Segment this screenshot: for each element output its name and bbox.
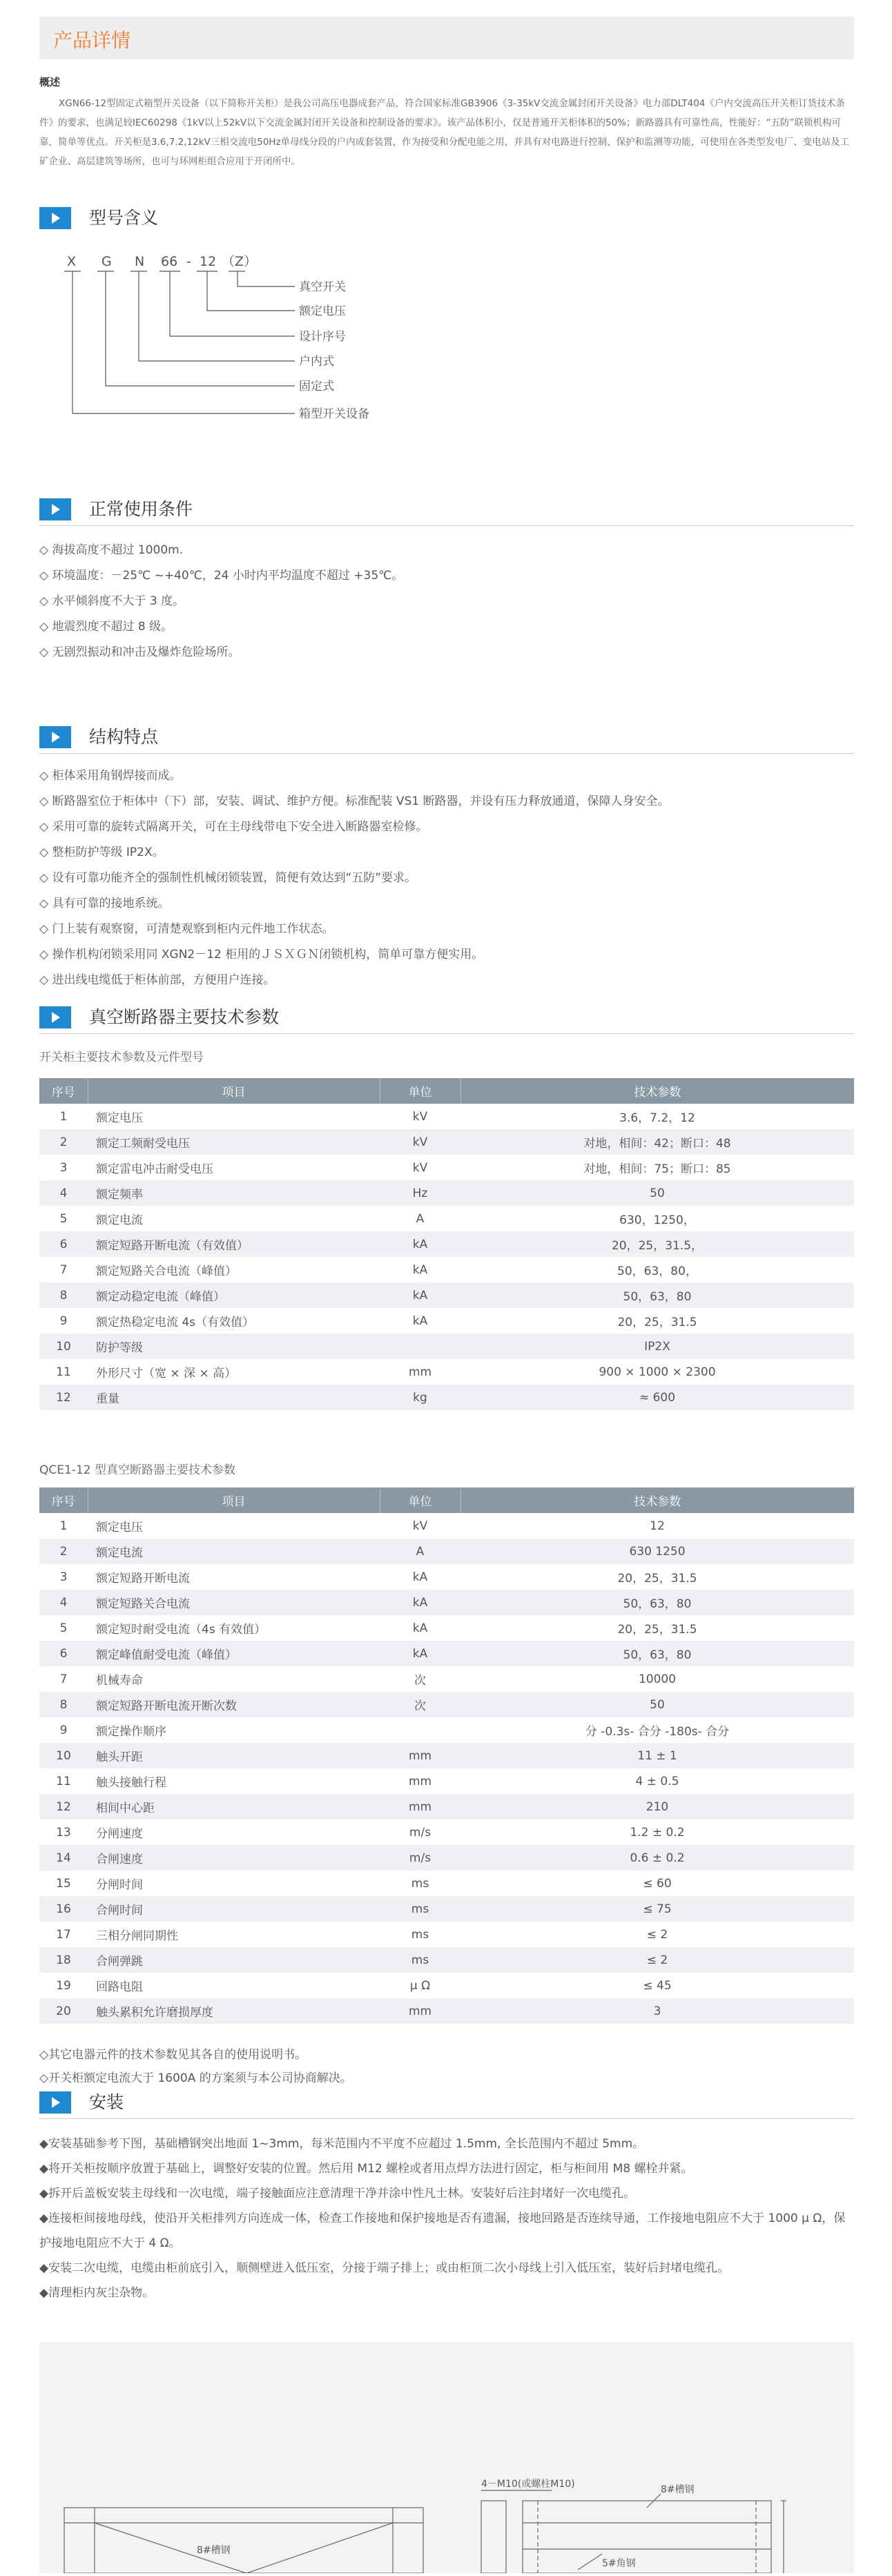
- row-index-cell: 2: [39, 1539, 88, 1564]
- list-item: ◇ 水平倾斜度不大于 3 度。: [39, 594, 185, 608]
- value-cell: 50，63，80: [460, 1282, 854, 1308]
- table-row: [39, 1692, 854, 1717]
- item-cell: 重量: [88, 1385, 380, 1410]
- item-cell: 额定电压: [96, 1521, 143, 1534]
- drawing-label-channel-8: 8#槽钢: [661, 2484, 695, 2495]
- item-cell: 额定雷电冲击耐受电压: [96, 1162, 213, 1176]
- unit-cell: 次: [380, 1692, 460, 1717]
- list-item: ◆安装二次电缆，电缆由柜前底引入，顺侧壁进入低压室，分接于端子排上；或由柜顶二次小母线上引入低压室，装好后封堵电缆孔。: [39, 2261, 730, 2275]
- model-label-design: 设计序号: [299, 330, 346, 344]
- item-cell: 额定频率: [88, 1180, 380, 1206]
- value-cell: 900 × 1000 × 2300: [599, 1365, 716, 1379]
- value-cell: 3: [460, 1998, 854, 2024]
- value-cell: 分 -0.3s- 合分 -180s- 合分: [585, 1725, 730, 1739]
- row-index-cell: 12: [39, 1794, 88, 1819]
- list-item: ◇ 柜体采用角钢焊接而成。: [39, 769, 182, 783]
- section-divider: [39, 525, 854, 526]
- unit-cell: kV: [380, 1129, 460, 1155]
- row-index-cell: 9: [59, 1723, 68, 1737]
- section-title: 结构特点: [89, 727, 159, 747]
- item-cell: 额定短路开断电流: [96, 1572, 190, 1585]
- conditions-list: [39, 538, 854, 665]
- value-cell: 50，63，80: [460, 1590, 854, 1615]
- table-row: [39, 1180, 854, 1206]
- row-index-cell: 3: [59, 1160, 68, 1175]
- column-header: 项目: [88, 1078, 380, 1104]
- value-cell: 50: [460, 1180, 854, 1206]
- unit-cell: [380, 1717, 460, 1743]
- unit-cell: kA: [380, 1641, 460, 1666]
- section-structure-header: [39, 726, 854, 748]
- row-index-cell: 8: [39, 1692, 88, 1717]
- row-index-cell: 1: [59, 1519, 68, 1533]
- section-marker-icon: [39, 726, 71, 748]
- section-title: 正常使用条件: [89, 499, 193, 519]
- item-cell: 机械寿命: [96, 1674, 143, 1688]
- unit-cell: ms: [380, 1896, 460, 1922]
- section-marker-icon: [39, 207, 71, 229]
- section-divider: [39, 1033, 854, 1034]
- table-row: [39, 1896, 854, 1922]
- item-cell: 额定电压: [96, 1111, 143, 1125]
- column-header: 单位: [380, 1487, 460, 1513]
- list-item: ◇ 具有可靠的接地系统。: [39, 897, 170, 910]
- column-header: 技术参数: [460, 1487, 854, 1513]
- section-divider: [39, 753, 854, 754]
- code-char-12: 12: [200, 254, 217, 269]
- unit-cell: mm: [380, 1743, 460, 1768]
- unit-cell: ms: [411, 1876, 429, 1891]
- item-cell: 额定操作顺序: [96, 1725, 166, 1739]
- table-row: [39, 1641, 854, 1666]
- row-index-cell: 18: [39, 1947, 88, 1973]
- item-cell: 分闸时间: [96, 1878, 143, 1892]
- row-index-cell: 11: [56, 1774, 71, 1788]
- section-install-header: [39, 2091, 854, 2114]
- row-index-cell: 9: [59, 1314, 68, 1328]
- item-cell: 额定短路开断电流（有效值）: [88, 1231, 380, 1257]
- value-cell: 3.6，7.2，12: [619, 1111, 695, 1125]
- value-cell: 20，25，31.5: [617, 1572, 697, 1585]
- list-item: ◇ 无剧烈振动和冲击及爆炸危险场所。: [39, 645, 240, 659]
- item-cell: 额定热稳定电流 4s（有效值）: [96, 1316, 255, 1329]
- unit-cell: kV: [412, 1109, 428, 1124]
- row-index-cell: 1: [59, 1109, 68, 1124]
- list-item: ◇其它电器元件的技术参数见其各自的使用说明书。: [39, 2048, 307, 2062]
- unit-cell: mm: [408, 1365, 432, 1379]
- list-item: ◇ 进出线电缆低于柜体前部，方便用户连接。: [39, 973, 275, 987]
- list-item: ◇ 断路器室位于柜体中（下）部，安装、调试、维护方便。标准配装 VS1 断路器，并设有压力释放通道，保障人身安全。: [39, 794, 670, 808]
- unit-cell: ms: [411, 1927, 429, 1942]
- list-item: ◇ 门上装有观察窗，可清楚观察到柜内元件地工作状态。: [39, 922, 334, 936]
- value-cell: 210: [460, 1794, 854, 1819]
- row-index-cell: 13: [56, 1825, 71, 1840]
- code-char-n: N: [135, 254, 145, 269]
- column-header: 序号: [39, 1078, 88, 1104]
- unit-cell: μ Ω: [409, 1978, 431, 1993]
- table-row: [39, 1922, 854, 1947]
- row-index-cell: 12: [39, 1385, 88, 1410]
- item-cell: 相间中心距: [88, 1794, 380, 1819]
- value-cell: 1.2 ± 0.2: [630, 1825, 685, 1840]
- drawing-label-channel-8-left: 8#槽钢: [197, 2545, 231, 2556]
- overview-heading: 概述: [39, 76, 61, 88]
- value-cell: 10000: [638, 1672, 677, 1686]
- unit-cell: ms: [380, 1947, 460, 1973]
- row-index-cell: 6: [39, 1641, 88, 1666]
- model-label-box: 箱型开关设备: [299, 407, 369, 421]
- title-bar: [39, 17, 854, 59]
- breaker-params-table: [39, 1487, 854, 2024]
- notes-list: [39, 2043, 854, 2090]
- section-title: 型号含义: [89, 208, 159, 228]
- table-row: [39, 1590, 854, 1615]
- model-label-indoor: 户内式: [299, 355, 334, 369]
- unit-cell: kA: [380, 1282, 460, 1308]
- row-index-cell: 11: [56, 1365, 71, 1379]
- table-row: [39, 1231, 854, 1257]
- item-cell: 触头开距: [88, 1743, 380, 1768]
- value-cell: 630 1250: [460, 1539, 854, 1564]
- value-cell: 630，1250，: [619, 1213, 695, 1227]
- page-title: 产品详情: [53, 29, 131, 52]
- table-row: [39, 1615, 854, 1641]
- row-index-cell: 8: [39, 1282, 88, 1308]
- table-row: [39, 1539, 854, 1564]
- model-label-voltage: 额定电压: [299, 304, 346, 318]
- cabinet-params-table: [39, 1078, 854, 1410]
- list-item: ◇ 采用可靠的旋转式隔离开关，可在主母线带电下安全进入断路器室检修。: [39, 820, 428, 834]
- table-row: [39, 1564, 854, 1590]
- list-item: ◆安装基础参考下图，基础槽钢突出地面 1~3mm，每米范围内不平度不应超过 1.5mm, 全长范围内不超过 5mm。: [39, 2137, 645, 2151]
- column-header: 单位: [380, 1078, 460, 1104]
- list-item: ◇ 地震烈度不超过 8 级。: [39, 620, 173, 634]
- table-row: [39, 1282, 854, 1308]
- item-cell: 额定短路开断电流开断次数: [88, 1692, 380, 1717]
- unit-cell: kV: [412, 1160, 428, 1175]
- table-row: [39, 1819, 854, 1845]
- item-cell: 额定动稳定电流（峰值）: [88, 1282, 380, 1308]
- table-row: [39, 1359, 854, 1385]
- table1-caption: 开关柜主要技术参数及元件型号: [39, 1051, 204, 1064]
- item-cell: 回路电阻: [96, 1980, 143, 1994]
- drawing-label-bolt: 4－M10(或螺柱M10): [481, 2479, 575, 2490]
- item-cell: 额定电流: [96, 1213, 143, 1227]
- foundation-drawing-svg: [39, 2342, 854, 2573]
- row-index-cell: 10: [39, 1334, 88, 1359]
- unit-cell: kA: [380, 1590, 460, 1615]
- value-cell: 对地，相间：75；断口：85: [583, 1162, 731, 1176]
- code-char-x: X: [67, 254, 77, 269]
- list-item: ◆清理柜内灰尘杂物。: [39, 2286, 155, 2300]
- row-index-cell: 7: [59, 1672, 68, 1686]
- unit-cell: A: [416, 1211, 425, 1226]
- value-cell: 20，25，31.5，: [460, 1231, 854, 1257]
- item-cell: 额定短路关合电流（峰值）: [96, 1265, 237, 1278]
- value-cell: 对地，相间：42；断口：48: [460, 1129, 854, 1155]
- value-cell: 50，63，80: [460, 1641, 854, 1666]
- table-row: [39, 1794, 854, 1819]
- list-item: ◇ 操作机构闭锁采用同 XGN2－12 柜用的ＪＳＸＧＮ闭锁机构，简单可靠方便实用。: [39, 948, 484, 962]
- row-index-cell: 6: [39, 1231, 88, 1257]
- table-row: [39, 1947, 854, 1973]
- item-cell: 额定短时耐受电流（4s 有效值）: [96, 1623, 266, 1637]
- value-cell: ≤ 60: [643, 1876, 672, 1891]
- install-list: [39, 2131, 854, 2305]
- item-cell: 额定电流: [88, 1539, 380, 1564]
- unit-cell: kg: [380, 1385, 460, 1410]
- code-char-66: 66: [161, 254, 178, 269]
- row-index-cell: 17: [56, 1927, 71, 1942]
- unit-cell: kA: [412, 1262, 428, 1277]
- section-model-header: [39, 207, 854, 229]
- section-marker-icon: [39, 2091, 71, 2114]
- list-item: ◇ 整柜防护等级 IP2X。: [39, 846, 164, 859]
- value-cell: 0.6 ± 0.2: [460, 1845, 854, 1871]
- drawing-label-angle-5: 5#角钢: [602, 2558, 636, 2569]
- table-row: [39, 1129, 854, 1155]
- table2-caption: QCE1-12 型真空断路器主要技术参数: [39, 1463, 235, 1477]
- section-divider: [39, 2118, 854, 2119]
- unit-cell: mm: [380, 1794, 460, 1819]
- table-row: [39, 1768, 854, 1794]
- table-row: [39, 1666, 854, 1692]
- item-cell: 防护等级: [88, 1334, 380, 1359]
- item-cell: 合闸速度: [88, 1845, 380, 1871]
- table-row: [39, 1206, 854, 1231]
- table-row: [39, 1973, 854, 1998]
- list-item: ◇开关柜额定电流大于 1600A 的方案须与本公司协商解决。: [39, 2071, 352, 2085]
- section-marker-icon: [39, 1006, 71, 1028]
- column-header: 技术参数: [460, 1078, 854, 1104]
- table-row: [39, 1717, 854, 1743]
- column-header: 序号: [39, 1487, 88, 1513]
- table-row: [39, 1257, 854, 1282]
- row-index-cell: 15: [56, 1876, 71, 1891]
- unit-cell: kA: [380, 1231, 460, 1257]
- unit-cell: mm: [408, 1774, 432, 1788]
- foundation-drawing: [39, 2342, 854, 2573]
- table-row: [39, 1155, 854, 1180]
- row-index-cell: 10: [39, 1743, 88, 1768]
- value-cell: 20，25，31.5: [617, 1623, 697, 1637]
- model-meaning-diagram: [39, 245, 523, 445]
- row-index-cell: 4: [39, 1590, 88, 1615]
- item-cell: 合闸时间: [88, 1896, 380, 1922]
- row-index-cell: 2: [39, 1129, 88, 1155]
- row-index-cell: 7: [59, 1262, 68, 1277]
- overview-text: XGN66-12型固定式箱型开关设备（以下简称开关柜）是我公司高压电器成套产品，符合国家标准GB3906《3-35kV交流金属封闭开关设备》电力部DLT404《户内交流高压开关柜订货技术条件》的要求，也满足较IEC60298《1kV以上52kV以下交流金属封闭开关设备和控制设备的要求》。该产品体积小，仅是普通开关柜体积的50%；新路器具有可靠性高，性能好：“五防”联锁机构可靠，简单等优点。开关柜是3.6,7.2,12kV三相交流电50Hz单母线分段的户内成套装置，作为接受和分配电能之用，并具有对电路进行控制、保护和监测等功能，可使用在各类型发电厂、变电站及工矿企业、高层建筑等场所，也可与环网柜组合应用于开闭所中。: [39, 98, 850, 167]
- code-char-dash: -: [186, 254, 191, 269]
- unit-cell: kA: [412, 1570, 428, 1584]
- item-cell: 额定峰值耐受电流（峰值）: [88, 1641, 380, 1666]
- item-cell: 额定短路关合电流: [88, 1590, 380, 1615]
- unit-cell: mm: [380, 1998, 460, 2024]
- value-cell: 4 ± 0.5: [635, 1774, 679, 1788]
- section-marker-icon: [39, 498, 71, 520]
- table-row: [39, 1104, 854, 1129]
- table-row: [39, 1743, 854, 1768]
- item-cell: 分闸速度: [96, 1827, 143, 1841]
- value-cell: IP2X: [460, 1334, 854, 1359]
- model-label-fixed: 固定式: [299, 380, 334, 393]
- value-cell: ≤ 2: [460, 1947, 854, 1973]
- list-item: ◆连接柜间接地母线，使沿开关柜排列方向连成一体，检查工作接地和保护接地是否有遗漏，接地回路是否连续导通，工作接地电阻应不大于 1000 μ Ω，保护接地电阻应不大于 4 Ω。: [39, 2212, 846, 2250]
- list-item: ◇ 设有可靠功能齐全的强制性机械闭锁装置，简便有效达到“五防”要求。: [39, 871, 417, 885]
- row-index-cell: 3: [59, 1570, 68, 1584]
- table-row: [39, 1385, 854, 1410]
- column-header: 项目: [88, 1487, 380, 1513]
- row-index-cell: 4: [39, 1180, 88, 1206]
- list-item: ◇ 海拔高度不超过 1000m.: [39, 543, 184, 557]
- section-title: 真空断路器主要技术参数: [89, 1007, 280, 1027]
- model-label-vacuum: 真空开关: [299, 280, 346, 294]
- section-title: 安装: [89, 2092, 124, 2112]
- item-cell: 外形尺寸（宽 × 深 × 高）: [96, 1367, 237, 1380]
- row-index-cell: 16: [39, 1896, 88, 1922]
- unit-cell: 次: [414, 1674, 426, 1688]
- value-cell: 20，25，31.5: [617, 1316, 697, 1329]
- value-cell: ≤ 2: [646, 1927, 668, 1942]
- value-cell: 12: [650, 1519, 665, 1533]
- row-index-cell: 5: [59, 1621, 68, 1635]
- section-vacuum-header: [39, 1006, 854, 1028]
- item-cell: 触头累积允许磨损厚度: [88, 1998, 380, 2024]
- value-cell: 50，63，80，: [617, 1265, 697, 1278]
- table-row: [39, 1308, 854, 1334]
- value-cell: 11 ± 1: [460, 1743, 854, 1768]
- value-cell: 50: [460, 1692, 854, 1717]
- item-cell: 触头接触行程: [96, 1776, 166, 1790]
- unit-cell: m/s: [380, 1845, 460, 1871]
- value-cell: ≤ 45: [643, 1978, 672, 1993]
- unit-cell: A: [380, 1539, 460, 1564]
- code-char-z: （Z）: [222, 254, 258, 269]
- unit-cell: [380, 1334, 460, 1359]
- table-row: [39, 1334, 854, 1359]
- unit-cell: kV: [412, 1519, 428, 1533]
- row-index-cell: 20: [39, 1998, 88, 2024]
- table-row: [39, 1871, 854, 1896]
- unit-cell: kA: [412, 1621, 428, 1635]
- list-item: ◆拆开后盖板安装主母线和一次电缆，端子接触面应注意清理干净并涂中性凡士林。安装好后注封堵好一次电缆孔。: [39, 2187, 636, 2201]
- unit-cell: m/s: [409, 1825, 432, 1840]
- value-cell: ≈ 600: [460, 1385, 854, 1410]
- item-cell: 合闸弹跳: [88, 1947, 380, 1973]
- unit-cell: kA: [412, 1314, 428, 1328]
- row-index-cell: 14: [39, 1845, 88, 1871]
- list-item: ◇ 环境温度：－25℃ ~+40℃，24 小时内平均温度不超过 +35℃。: [39, 569, 404, 583]
- structure-list: [39, 763, 854, 993]
- unit-cell: Hz: [380, 1180, 460, 1206]
- table-row: [39, 1998, 854, 2024]
- item-cell: 三相分闸同期性: [96, 1929, 178, 1943]
- row-index-cell: 5: [59, 1211, 68, 1226]
- list-item: ◆将开关柜按顺序放置于基础上，调整好安装的位置。然后用 M12 螺栓或者用点焊方法进行固定，柜与柜间用 M8 螺栓并紧。: [39, 2162, 693, 2176]
- section-conditions-header: [39, 498, 854, 520]
- item-cell: 额定工频耐受电压: [88, 1129, 380, 1155]
- code-char-g: G: [101, 254, 112, 269]
- row-index-cell: 19: [56, 1978, 71, 1993]
- value-cell: ≤ 75: [460, 1896, 854, 1922]
- table-row: [39, 1845, 854, 1871]
- table-row: [39, 1513, 854, 1539]
